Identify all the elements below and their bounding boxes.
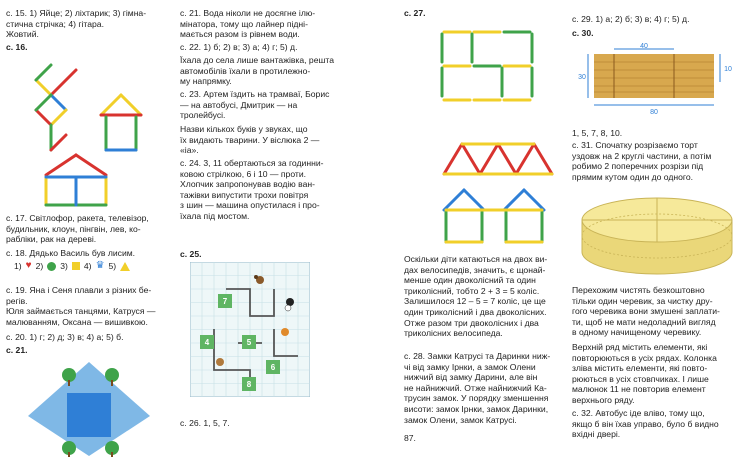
answer-p15: с. 15. 1) Яйце; 2) ліхтарик; 3) гімна- стична стрічка; 4) гітара. Жовтий.	[6, 8, 147, 40]
fox-icon	[281, 328, 289, 336]
section-heading-27: с. 27.	[404, 8, 426, 18]
matchstick-puzzles	[434, 22, 564, 252]
board-label-bottom: 80	[650, 109, 658, 116]
grid-label-7: 7	[222, 297, 228, 306]
shoe-answer: Перехожим чистять безкоштовно тільки один черевик, за чистку дру- гого черевика вони змушені заплати- ти, щоб не мати недоладний вигляд в одному начищеному черевику.	[572, 285, 720, 338]
board-label-right: 10	[724, 66, 732, 73]
seq-label-5: 5)	[108, 261, 117, 271]
shape-sequence	[14, 261, 130, 272]
wooden-board-diagram	[574, 42, 742, 117]
matchstick-figures	[6, 55, 174, 215]
answer-bicycles: Оскільки діти катаються на двох ви- дах велосипедів, значить, є щонай- менше один двоколісний та один триколісний, тобто 2 + 3 = 5 коліс. Залишилося 12 – 5 = 7 коліс, це ще один триколісний і два двоколісних. Отже разом три двоколісних і два триколісних велосипеда.	[404, 254, 548, 339]
grid-label-6: 6	[270, 363, 276, 372]
grid-label-8: 8	[246, 380, 252, 389]
answer-p29: с. 29. 1) а; 2) б; 3) в; 4) г; 5) д.	[572, 14, 690, 24]
page-number: 87.	[404, 433, 416, 443]
board-label-left: 30	[578, 74, 586, 81]
answer-p17: с. 17. Світлофор, ракета, телевізор, будильник, клоун, пінгвін, лев, ко- рабліки, рак на дереві.	[6, 213, 149, 245]
animal-sounds-answer: Назви кількох буків у звуках, що їх видають тварини. У віслюка 2 — «іа».	[180, 124, 320, 156]
answer-p28: с. 28. Замки Катрусі та Даринки ниж- чі від замку Ірнки, а замок Олени нижчий від замку Дарини, але він не найнижчий. Отже найнижчий Ка- трусин замок. У порядку зменшення висоти: замок Ірнки, замок Даринки, замок Олени, замок Катрусі.	[404, 351, 551, 425]
seq-label-2: 2)	[35, 261, 44, 271]
maze-grid	[190, 262, 310, 397]
answer-p24: с. 24. 3, 11 обертаються за годинни- ковою стрілкою, 6 і 10 — проти. Хлопчик запропонував водію ван- тажівки випустити трохи повітря з шин — машина опустилася і про- їхала під мостом.	[180, 158, 324, 221]
pond-with-trees	[24, 358, 154, 458]
answer-p19: с. 19. Яна і Сеня плавли з різних бе- регів. Юля займається танцями, Катруся — малюванням, Оксана — вишивкою.	[6, 285, 156, 327]
seq-label-1: 1)	[14, 261, 22, 271]
answer-p23: с. 23. Артем їздить на трамваї, Борис — на автобусі, Дмитрик — на тролейбусі.	[180, 89, 330, 121]
answer-p21: с. 21. Вода ніколи не досягне ілю- мінатора, тому що лайнер підні- мається разом із рівнем води.	[180, 8, 316, 40]
grid-label-5: 5	[246, 338, 252, 347]
trucks-answer: Їхала до села лише вантажівка, решта автомобілів їхали в протилежно- му напрямку.	[180, 55, 334, 87]
answer-p26: с. 26. 1, 5, 7.	[180, 418, 230, 428]
seq-label-3: 3)	[60, 261, 68, 271]
answer-p18: с. 18. Дядько Василь був лисим.	[6, 248, 136, 258]
puppy-icon	[216, 358, 224, 366]
answer-p22: с. 22. 1) б; 2) в; 3) а; 4) г; 5) д.	[180, 42, 298, 52]
answer-p32: с. 32. Автобус іде вліво, тому що, якщо б він їхав управо, було б видно вхідні двері.	[572, 408, 719, 440]
section-heading-16: с. 16.	[6, 42, 28, 52]
grid-label-4: 4	[204, 338, 210, 347]
section-heading-21: с. 21.	[6, 345, 28, 355]
answer-p31: с. 31. Спочатку розрізаємо торт уздовж на 2 круглі частини, а потім робимо 2 поперечних розрізи під прямим кутом один до одного.	[572, 140, 712, 182]
seq-label-4: 4)	[83, 261, 92, 271]
crown-icon: ♛	[95, 260, 105, 271]
board-label-top: 40	[640, 43, 648, 50]
triangle-icon	[120, 262, 130, 271]
circle-icon	[47, 262, 56, 271]
cake-diagram	[574, 190, 740, 282]
section-heading-30: с. 30.	[572, 28, 594, 38]
pattern-answer: Верхній ряд містить елементи, які повторюються в усіх рядах. Колонка зліва містить елементи, які повто- рюються в усіх стовпчиках. І лише малюнок 11 не повторив елемент верхнього ряду.	[572, 342, 717, 405]
section-heading-25: с. 25.	[180, 249, 202, 259]
heart-icon: ♥	[25, 260, 32, 271]
answer-numbers: 1, 5, 7, 8, 10.	[572, 128, 623, 138]
square-icon	[72, 262, 80, 270]
answer-p20: с. 20. 1) г; 2) д; 3) в; 4) а; 5) б.	[6, 332, 124, 342]
